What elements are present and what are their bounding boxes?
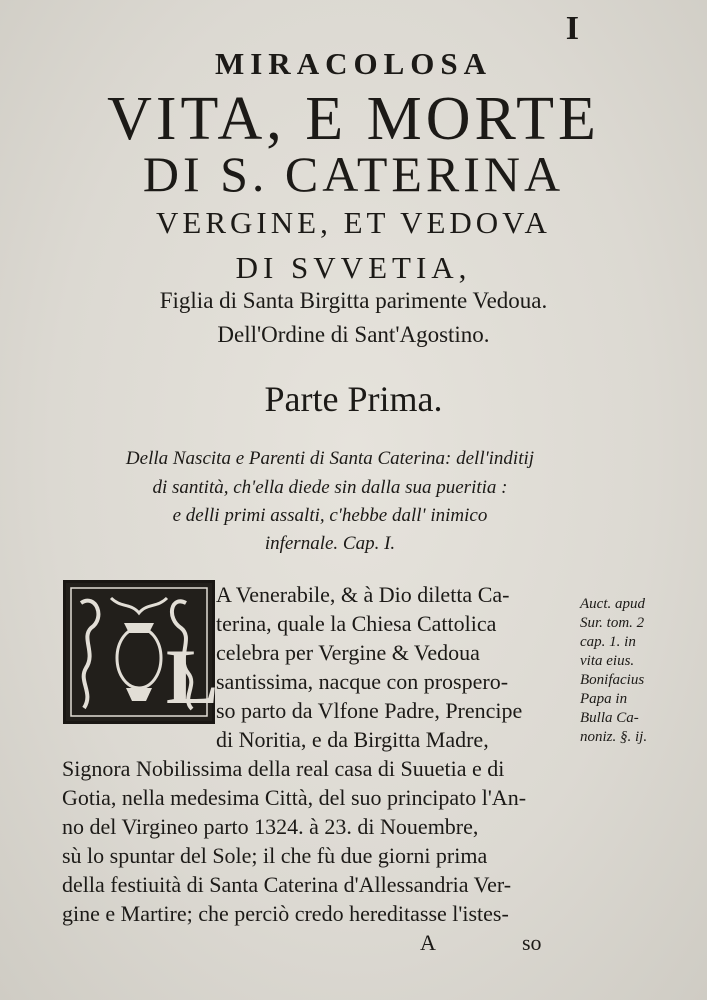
body-text-line: Signora Nobilissima della real casa di Suuetia e di — [62, 756, 505, 781]
body-text-line: di Noritia, e da Birgitta Madre, — [216, 727, 489, 752]
marginal-note-line: Bonifacius — [580, 672, 645, 688]
body-text-line: terina, quale la Chiesa Cattolica — [216, 611, 497, 636]
marginal-note-line: Bulla Ca- — [580, 710, 639, 726]
marginal-note-line: cap. 1. in — [580, 634, 636, 650]
body-text-line: no del Virgineo parto 1324. à 23. di Nouembre, — [62, 814, 479, 839]
decorated-initial-icon — [66, 583, 219, 721]
chapter-heading-line-3: e delli primi assalti, c'hebbe dall' inimico — [172, 505, 488, 526]
svg-text:L: L — [166, 633, 219, 720]
body-text-line: celebra per Vergine & Vedoua — [216, 640, 480, 665]
marginal-note-line: Papa in — [580, 691, 628, 707]
subtitle-line-2: Dell'Ordine di Sant'Agostino. — [217, 322, 490, 347]
body-text-line: santissima, nacque con prospero- — [216, 669, 509, 694]
chapter-heading-line-1: Della Nascita e Parenti di Santa Caterina: dell'inditij — [125, 448, 535, 469]
chapter-heading-line-4: infernale. Cap. I. — [264, 533, 396, 554]
subtitle-line-1: Figlia di Santa Birgitta parimente Vedoua. — [159, 288, 548, 313]
body-text-line: so parto da Vlfone Padre, Prencipe — [216, 698, 523, 723]
marginal-note-line: Sur. tom. 2 — [580, 615, 645, 631]
body-text-line: A Venerabile, & à Dio diletta Ca- — [216, 582, 510, 607]
catchword: so — [522, 930, 542, 955]
chapter-heading-line-2: di santità, ch'ella diede sin dalla sua pueritia : — [152, 477, 508, 498]
title-line-3: DI S. CATERINA — [142, 146, 565, 202]
body-text-line: gine e Martire; che perciò credo hereditasse l'istes- — [62, 901, 509, 926]
page-number: I — [565, 10, 579, 47]
part-heading: Parte Prima. — [264, 379, 443, 419]
body-text-line: Gotia, nella medesima Città, del suo principato l'An- — [62, 785, 527, 810]
title-line-4: VERGINE, ET VEDOVA — [156, 205, 551, 240]
signature-mark: A — [420, 930, 436, 955]
body-text-line: sù lo spuntar del Sole; il che fù due giorni prima — [62, 843, 488, 868]
decorated-initial-letter — [63, 580, 219, 724]
marginal-note-line: vita eius. — [580, 653, 635, 669]
title-line-1: MIRACOLOSA — [214, 46, 492, 81]
title-line-2: VITA, E MORTE — [107, 85, 600, 153]
marginal-note-line: noniz. §. ij. — [580, 729, 648, 745]
marginal-note-line: Auct. apud — [580, 596, 645, 612]
body-text-line: della festiuità di Santa Caterina d'Allessandria Ver- — [62, 872, 512, 897]
title-line-5: DI SVVETIA, — [235, 250, 472, 285]
